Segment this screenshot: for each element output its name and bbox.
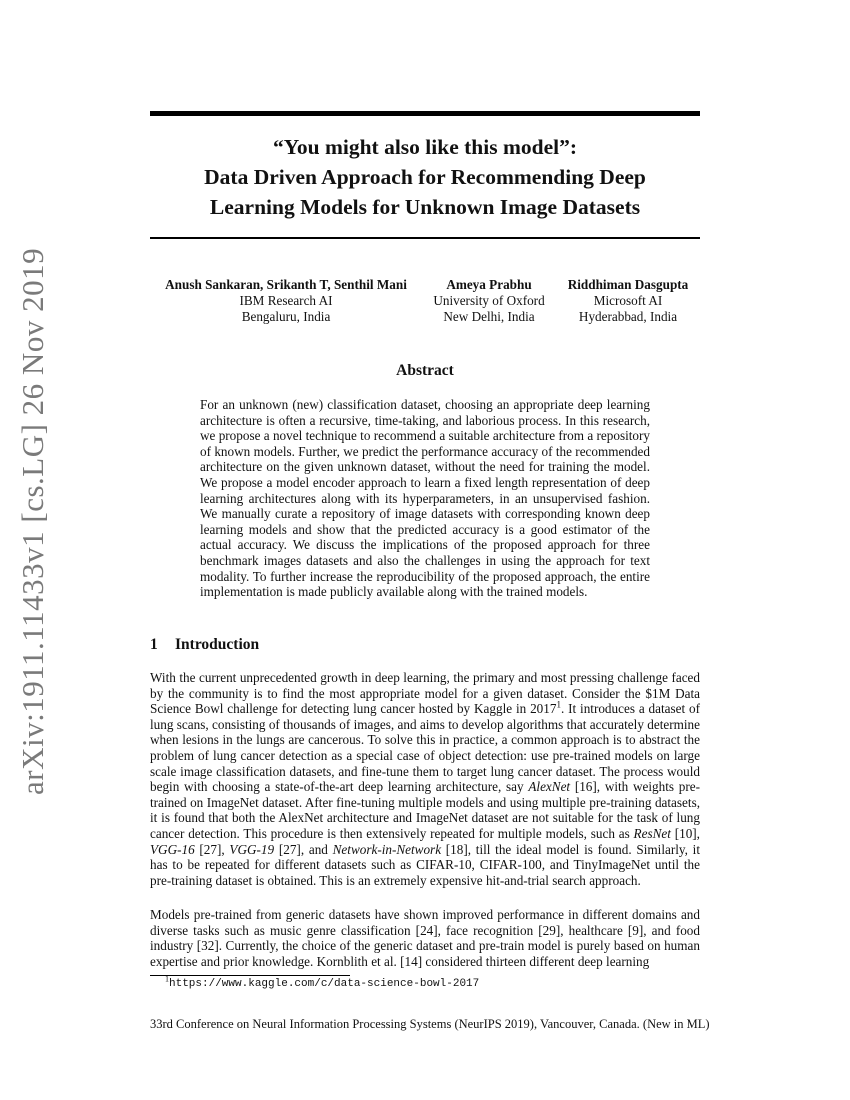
author-location: Hyderabbad, India <box>578 309 678 324</box>
title-line-3: Learning Models for Unknown Image Datasets <box>209 195 641 219</box>
model-name-resnet: ResNet <box>633 825 671 841</box>
author-name: Anush Sankaran, Srikanth T, Senthil Mani <box>165 277 407 292</box>
author-block-ibm <box>155 277 417 325</box>
section-number: 1 <box>150 636 158 653</box>
footnote-mark: 1 <box>165 974 169 984</box>
model-name-network-in-network: Network-in-Network <box>332 841 442 857</box>
title-line-1: “You might also like this model”: <box>272 135 577 159</box>
title-bottom-rule <box>150 237 700 239</box>
author-affiliation: IBM Research AI <box>239 293 333 308</box>
paragraph-text: [27], and <box>274 841 333 857</box>
author-name: Ameya Prabhu <box>446 277 532 292</box>
paragraph-text: [16], with weights pre-trained on ImageNet dataset. After fine-tuning multiple models and using multiple pre-training datasets, it is found that both the AlexNet architecture and ImageNet dataset are not suitable for the task of lung cancer detection. This procedure is then extensively repeated for multiple models, such as <box>150 779 700 841</box>
paper-title <box>150 132 700 222</box>
author-location: Bengaluru, India <box>241 309 331 324</box>
author-block-microsoft <box>558 277 698 325</box>
abstract-heading: Abstract <box>396 362 454 379</box>
conference-venue: 33rd Conference on Neural Information Processing Systems (NeurIPS 2019), Vancouver, Canada. (New in ML) <box>150 1017 710 1031</box>
section-heading-introduction <box>150 636 259 654</box>
footnote-marker: 1 <box>556 699 561 710</box>
title-top-rule <box>150 111 700 116</box>
footnote-url-link[interactable]: https://www.kaggle.com/c/data-science-bowl-2017 <box>169 978 480 990</box>
author-block-oxford <box>423 277 555 325</box>
paragraph-text: With the current unprecedented growth in deep learning, the primary and most pressing challenge faced by the community is to find the most appropriate model for a given dataset. Consider the $1M Data Science Bowl challenge for detecting lung cancer hosted by Kaggle in 2017 <box>150 670 700 717</box>
intro-paragraph-1 <box>150 670 700 888</box>
intro-paragraph-2: Models pre-trained from generic datasets have shown improved performance in different domains and diverse tasks such as music genre classification [24], face recognition [29], healthcare [9], and food industry [32]. Currently, the choice of the generic dataset and pre-train model is purely based on human expertise and prior knowledge. Kornblith et al. [14] considered thirteen different deep learning <box>150 907 700 969</box>
paragraph-text: [10], <box>670 825 700 841</box>
section-title: Introduction <box>175 636 260 653</box>
author-location: New Delhi, India <box>443 309 535 324</box>
author-affiliation: Microsoft AI <box>593 293 663 308</box>
paragraph-text: . It introduces a dataset of lung scans, consisting of thousands of images, and aims to develop algorithms that accurately determine when lesions in the lungs are cancerous. To solve this in practice, a common approach is to abstract the problem of lung cancer detection as a special case of object detection: use pre-trained models on large scale image classification datasets, and fine-tune them to target lung cancer dataset. The process would begin with choosing a state-of-the-art deep learning architecture, say <box>150 701 700 795</box>
title-line-2: Data Driven Approach for Recommending Deep <box>204 165 646 189</box>
model-name-vgg16: VGG-16 <box>150 841 195 857</box>
author-affiliation: University of Oxford <box>433 293 545 308</box>
footnote-rule <box>150 975 350 976</box>
paragraph-text: [27], <box>194 841 230 857</box>
arxiv-identifier-sidebar: arXiv:1911.11433v1 [cs.LG] 26 Nov 2019 <box>15 247 50 795</box>
model-name-alexnet: AlexNet <box>528 779 571 795</box>
author-name: Riddhiman Dasgupta <box>567 277 689 292</box>
paragraph-text: [18], till the ideal model is found. Similarly, it has to be repeated for different datasets such as CIFAR-10, CIFAR-100, and TinyImageNet until the pre-training dataset is obtained. This is an extremely expensive hit-and-trial search approach. <box>150 841 700 888</box>
model-name-vgg19: VGG-19 <box>229 841 275 857</box>
footnote <box>165 974 480 990</box>
abstract-text: For an unknown (new) classification dataset, choosing an appropriate deep learning architecture is often a recursive, time-taking, and laborious process. In this research, we propose a novel technique to recommend a suitable architecture from a repository of known models. Further, we predict the performance accuracy of the recommended architecture on the given unknown dataset, without the need for training the model. We propose a model encoder approach to learn a fixed length representation of deep learning architectures along with its hyperparameters, in an unsupervised fashion. We manually curate a repository of image datasets with corresponding known deep learning models and show that the predicted accuracy is a good estimator of the actual accuracy. We discuss the implications of the proposed approach for three benchmark images datasets and also the challenges in using the approach for text modality. To further increase the reproducibility of the proposed approach, the entire implementation is made publicly available along with the trained models. <box>200 397 650 600</box>
